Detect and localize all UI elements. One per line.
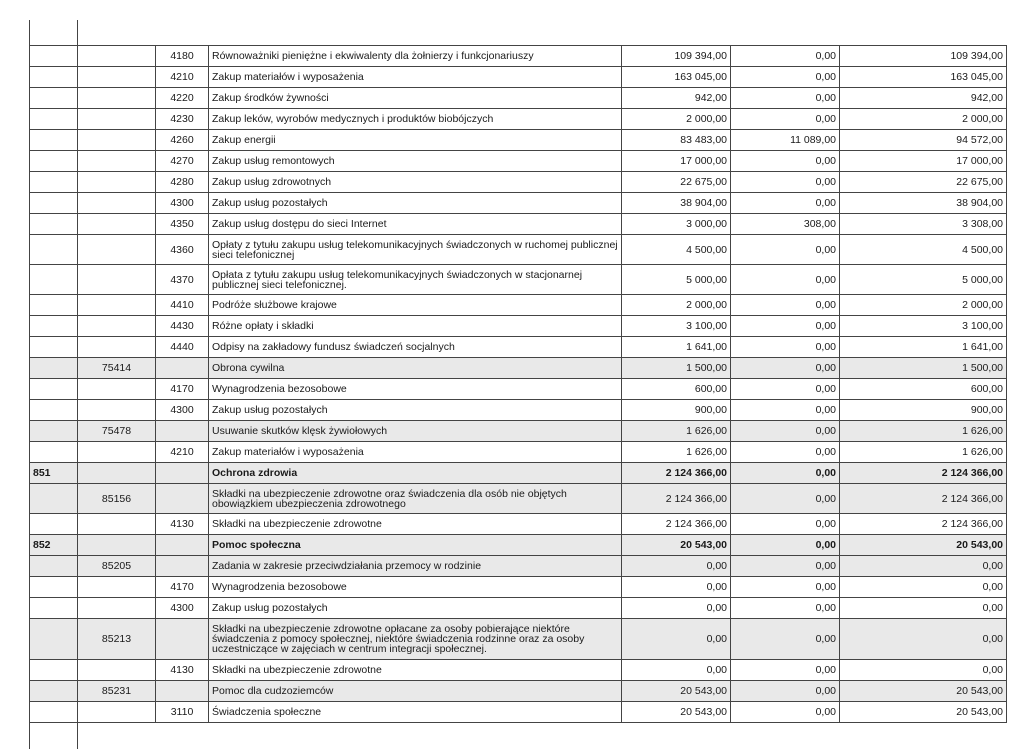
change-amount-cell: 0,00 [731,379,840,400]
table-row [30,681,1007,702]
description-cell: Odpisy na zakładowy fundusz świadczeń socjalnych [209,337,622,358]
chapter-code-cell [78,214,156,235]
table-row [30,514,1007,535]
change-amount-cell: 0,00 [731,556,840,577]
chapter-code-cell [78,598,156,619]
change-amount-cell: 0,00 [731,172,840,193]
table-row [30,67,1007,88]
change-amount-cell: 0,00 [731,295,840,316]
paragraph-code-cell: 4260 [156,130,209,151]
after-change-amount-cell: 600,00 [840,379,1007,400]
description-cell: Wynagrodzenia bezosobowe [209,577,622,598]
paragraph-code-cell: 4370 [156,265,209,295]
change-amount-cell: 0,00 [731,151,840,172]
plan-amount-cell: 109 394,00 [622,46,731,67]
chapter-code-cell [78,514,156,535]
description-cell: Zakup leków, wyrobów medycznych i produktów biobójczych [209,109,622,130]
after-change-amount-cell: 2 124 366,00 [840,484,1007,514]
change-amount-cell: 0,00 [731,598,840,619]
description-cell: Podróże służbowe krajowe [209,295,622,316]
plan-amount-cell: 3 100,00 [622,316,731,337]
description-cell: Składki na ubezpieczenie zdrowotne [209,514,622,535]
paragraph-code-cell: 4300 [156,400,209,421]
paragraph-code-cell [156,556,209,577]
change-amount-cell: 11 089,00 [731,130,840,151]
table-row [30,109,1007,130]
section-code-cell [30,193,78,214]
description-cell: Pomoc społeczna [209,535,622,556]
change-amount-cell: 0,00 [731,577,840,598]
plan-amount-cell: 20 543,00 [622,702,731,723]
table-row [30,46,1007,67]
chapter-code-cell [78,109,156,130]
table-row [30,193,1007,214]
plan-amount-cell: 600,00 [622,379,731,400]
plan-amount-cell: 2 124 366,00 [622,514,731,535]
change-amount-cell: 0,00 [731,67,840,88]
section-code-cell [30,619,78,660]
plan-amount-cell: 3 000,00 [622,214,731,235]
chapter-code-cell: 85213 [78,619,156,660]
section-code-cell [30,46,78,67]
description-cell: Pomoc dla cudzoziemców [209,681,622,702]
plan-amount-cell: 2 000,00 [622,109,731,130]
after-change-amount-cell: 2 124 366,00 [840,463,1007,484]
change-amount-cell: 0,00 [731,442,840,463]
paragraph-code-cell: 4210 [156,67,209,88]
description-cell: Świadczenia społeczne [209,702,622,723]
paragraph-code-cell: 4410 [156,295,209,316]
chapter-code-cell: 75478 [78,421,156,442]
chapter-code-cell: 85231 [78,681,156,702]
chapter-code-cell [78,660,156,681]
after-change-amount-cell: 0,00 [840,577,1007,598]
change-amount-cell: 0,00 [731,265,840,295]
after-change-amount-cell: 20 543,00 [840,535,1007,556]
change-amount-cell: 0,00 [731,421,840,442]
plan-amount-cell: 1 641,00 [622,337,731,358]
table-row [30,379,1007,400]
after-change-amount-cell: 5 000,00 [840,265,1007,295]
plan-amount-cell: 20 543,00 [622,681,731,702]
description-cell: Zakup usług pozostałych [209,400,622,421]
paragraph-code-cell: 4300 [156,193,209,214]
section-code-cell: 852 [30,535,78,556]
plan-amount-cell: 1 626,00 [622,442,731,463]
after-change-amount-cell: 20 543,00 [840,702,1007,723]
section-code-cell [30,109,78,130]
section-code-cell [30,484,78,514]
section-code-cell [30,130,78,151]
chapter-code-cell [78,400,156,421]
chapter-code-cell [78,130,156,151]
change-amount-cell: 0,00 [731,535,840,556]
chapter-code-cell [78,379,156,400]
chapter-code-cell [78,151,156,172]
section-code-cell [30,172,78,193]
plan-amount-cell: 2 124 366,00 [622,484,731,514]
table-row [30,442,1007,463]
change-amount-cell: 0,00 [731,400,840,421]
description-cell: Zakup usług dostępu do sieci Internet [209,214,622,235]
after-change-amount-cell: 942,00 [840,88,1007,109]
after-change-amount-cell: 4 500,00 [840,235,1007,265]
table-row [30,702,1007,723]
change-amount-cell: 0,00 [731,514,840,535]
description-cell: Składki na ubezpieczenie zdrowotne opłacane za osoby pobierające niektóre świadczenia z pomocy społecznej, niektóre świadczenia rodzinne oraz za osoby uczestniczące w zajęciach w centrum integracji społecznej. [209,619,622,660]
table-row [30,660,1007,681]
section-code-cell [30,660,78,681]
after-change-amount-cell: 94 572,00 [840,130,1007,151]
change-amount-cell: 0,00 [731,316,840,337]
section-code-cell [30,151,78,172]
plan-amount-cell: 38 904,00 [622,193,731,214]
paragraph-code-cell: 4350 [156,214,209,235]
budget-table-body [30,46,1007,723]
table-left-border-bottom [29,709,30,749]
table-row [30,130,1007,151]
change-amount-cell: 0,00 [731,235,840,265]
after-change-amount-cell: 0,00 [840,598,1007,619]
table-row [30,235,1007,265]
chapter-code-cell [78,463,156,484]
table-row [30,88,1007,109]
table-row [30,265,1007,295]
after-change-amount-cell: 0,00 [840,660,1007,681]
table-row [30,151,1007,172]
paragraph-code-cell: 4300 [156,598,209,619]
chapter-code-cell [78,46,156,67]
plan-amount-cell: 1 626,00 [622,421,731,442]
after-change-amount-cell: 1 626,00 [840,442,1007,463]
chapter-code-cell [78,337,156,358]
table-row [30,598,1007,619]
description-cell: Zakup energii [209,130,622,151]
change-amount-cell: 0,00 [731,484,840,514]
paragraph-code-cell [156,619,209,660]
chapter-code-cell: 85156 [78,484,156,514]
change-amount-cell: 0,00 [731,681,840,702]
change-amount-cell: 0,00 [731,463,840,484]
paragraph-code-cell [156,421,209,442]
section-code-cell [30,379,78,400]
section-code-cell [30,577,78,598]
after-change-amount-cell: 900,00 [840,400,1007,421]
chapter-code-cell [78,235,156,265]
paragraph-code-cell [156,681,209,702]
chapter-code-cell: 85205 [78,556,156,577]
plan-amount-cell: 17 000,00 [622,151,731,172]
plan-amount-cell: 0,00 [622,598,731,619]
description-cell: Zakup materiałów i wyposażenia [209,442,622,463]
plan-amount-cell: 2 000,00 [622,295,731,316]
after-change-amount-cell: 3 100,00 [840,316,1007,337]
section-code-cell [30,337,78,358]
section-code-cell [30,316,78,337]
plan-amount-cell: 0,00 [622,577,731,598]
table-row [30,535,1007,556]
description-cell: Opłaty z tytułu zakupu usług telekomunikacyjnych świadczonych w ruchomej publicznej sieci telefonicznej [209,235,622,265]
paragraph-code-cell [156,358,209,379]
description-cell: Zakup środków żywności [209,88,622,109]
chapter-code-cell [78,577,156,598]
after-change-amount-cell: 22 675,00 [840,172,1007,193]
section-code-cell [30,235,78,265]
description-cell: Zadania w zakresie przeciwdziałania przemocy w rodzinie [209,556,622,577]
paragraph-code-cell [156,463,209,484]
section-code-cell [30,295,78,316]
paragraph-code-cell: 3110 [156,702,209,723]
after-change-amount-cell: 1 500,00 [840,358,1007,379]
change-amount-cell: 0,00 [731,358,840,379]
plan-amount-cell: 22 675,00 [622,172,731,193]
chapter-code-cell [78,88,156,109]
paragraph-code-cell: 4180 [156,46,209,67]
plan-amount-cell: 83 483,00 [622,130,731,151]
change-amount-cell: 0,00 [731,619,840,660]
table-row [30,214,1007,235]
description-cell: Usuwanie skutków klęsk żywiołowych [209,421,622,442]
section-code-cell [30,598,78,619]
plan-amount-cell: 942,00 [622,88,731,109]
description-cell: Zakup usług pozostałych [209,598,622,619]
change-amount-cell: 0,00 [731,46,840,67]
after-change-amount-cell: 2 000,00 [840,295,1007,316]
paragraph-code-cell: 4170 [156,379,209,400]
paragraph-code-cell: 4130 [156,514,209,535]
paragraph-code-cell: 4170 [156,577,209,598]
change-amount-cell: 308,00 [731,214,840,235]
after-change-amount-cell: 3 308,00 [840,214,1007,235]
after-change-amount-cell: 38 904,00 [840,193,1007,214]
chapter-code-cell [78,442,156,463]
after-change-amount-cell: 109 394,00 [840,46,1007,67]
after-change-amount-cell: 1 641,00 [840,337,1007,358]
description-cell: Zakup usług pozostałych [209,193,622,214]
chapter-code-cell [78,295,156,316]
description-cell: Składki na ubezpieczenie zdrowotne [209,660,622,681]
section-code-cell [30,681,78,702]
plan-amount-cell: 0,00 [622,660,731,681]
section-code-cell [30,67,78,88]
paragraph-code-cell: 4430 [156,316,209,337]
chapter-code-cell: 75414 [78,358,156,379]
table-column-border-bottom [77,709,78,749]
chapter-code-cell [78,316,156,337]
after-change-amount-cell: 20 543,00 [840,681,1007,702]
after-change-amount-cell: 2 000,00 [840,109,1007,130]
paragraph-code-cell: 4230 [156,109,209,130]
description-cell: Ochrona zdrowia [209,463,622,484]
plan-amount-cell: 20 543,00 [622,535,731,556]
paragraph-code-cell: 4210 [156,442,209,463]
section-code-cell [30,442,78,463]
chapter-code-cell [78,172,156,193]
table-row [30,400,1007,421]
plan-amount-cell: 5 000,00 [622,265,731,295]
section-code-cell [30,88,78,109]
table-row [30,295,1007,316]
section-code-cell [30,702,78,723]
chapter-code-cell [78,535,156,556]
section-code-cell [30,421,78,442]
plan-amount-cell: 163 045,00 [622,67,731,88]
paragraph-code-cell: 4440 [156,337,209,358]
table-row [30,577,1007,598]
section-code-cell [30,400,78,421]
paragraph-code-cell [156,535,209,556]
table-row [30,619,1007,660]
plan-amount-cell: 0,00 [622,619,731,660]
plan-amount-cell: 900,00 [622,400,731,421]
paragraph-code-cell: 4220 [156,88,209,109]
description-cell: Opłata z tytułu zakupu usług telekomunikacyjnych świadczonych w stacjonarnej publicznej sieci telefonicznej. [209,265,622,295]
table-left-border-top [29,20,30,45]
table-row [30,316,1007,337]
section-code-cell [30,265,78,295]
description-cell: Równoważniki pieniężne i ekwiwalenty dla żołnierzy i funkcjonariuszy [209,46,622,67]
change-amount-cell: 0,00 [731,337,840,358]
table-row [30,337,1007,358]
change-amount-cell: 0,00 [731,702,840,723]
paragraph-code-cell [156,484,209,514]
after-change-amount-cell: 0,00 [840,619,1007,660]
paragraph-code-cell: 4270 [156,151,209,172]
table-row [30,421,1007,442]
table-row [30,556,1007,577]
section-code-cell: 851 [30,463,78,484]
table-row [30,484,1007,514]
table-row [30,463,1007,484]
change-amount-cell: 0,00 [731,660,840,681]
table-column-border-top [77,20,78,45]
description-cell: Zakup usług zdrowotnych [209,172,622,193]
chapter-code-cell [78,67,156,88]
section-code-cell [30,556,78,577]
plan-amount-cell: 2 124 366,00 [622,463,731,484]
description-cell: Składki na ubezpieczenie zdrowotne oraz świadczenia dla osób nie objętych obowiązkiem ubezpieczenia zdrowotnego [209,484,622,514]
description-cell: Wynagrodzenia bezosobowe [209,379,622,400]
paragraph-code-cell: 4280 [156,172,209,193]
chapter-code-cell [78,193,156,214]
after-change-amount-cell: 1 626,00 [840,421,1007,442]
table-row [30,358,1007,379]
after-change-amount-cell: 17 000,00 [840,151,1007,172]
description-cell: Różne opłaty i składki [209,316,622,337]
table-row [30,172,1007,193]
chapter-code-cell [78,265,156,295]
plan-amount-cell: 1 500,00 [622,358,731,379]
after-change-amount-cell: 163 045,00 [840,67,1007,88]
change-amount-cell: 0,00 [731,193,840,214]
description-cell: Obrona cywilna [209,358,622,379]
after-change-amount-cell: 2 124 366,00 [840,514,1007,535]
plan-amount-cell: 4 500,00 [622,235,731,265]
plan-amount-cell: 0,00 [622,556,731,577]
description-cell: Zakup usług remontowych [209,151,622,172]
section-code-cell [30,514,78,535]
after-change-amount-cell: 0,00 [840,556,1007,577]
description-cell: Zakup materiałów i wyposażenia [209,67,622,88]
section-code-cell [30,214,78,235]
section-code-cell [30,358,78,379]
budget-table [29,45,1007,723]
change-amount-cell: 0,00 [731,109,840,130]
paragraph-code-cell: 4130 [156,660,209,681]
change-amount-cell: 0,00 [731,88,840,109]
chapter-code-cell [78,702,156,723]
paragraph-code-cell: 4360 [156,235,209,265]
